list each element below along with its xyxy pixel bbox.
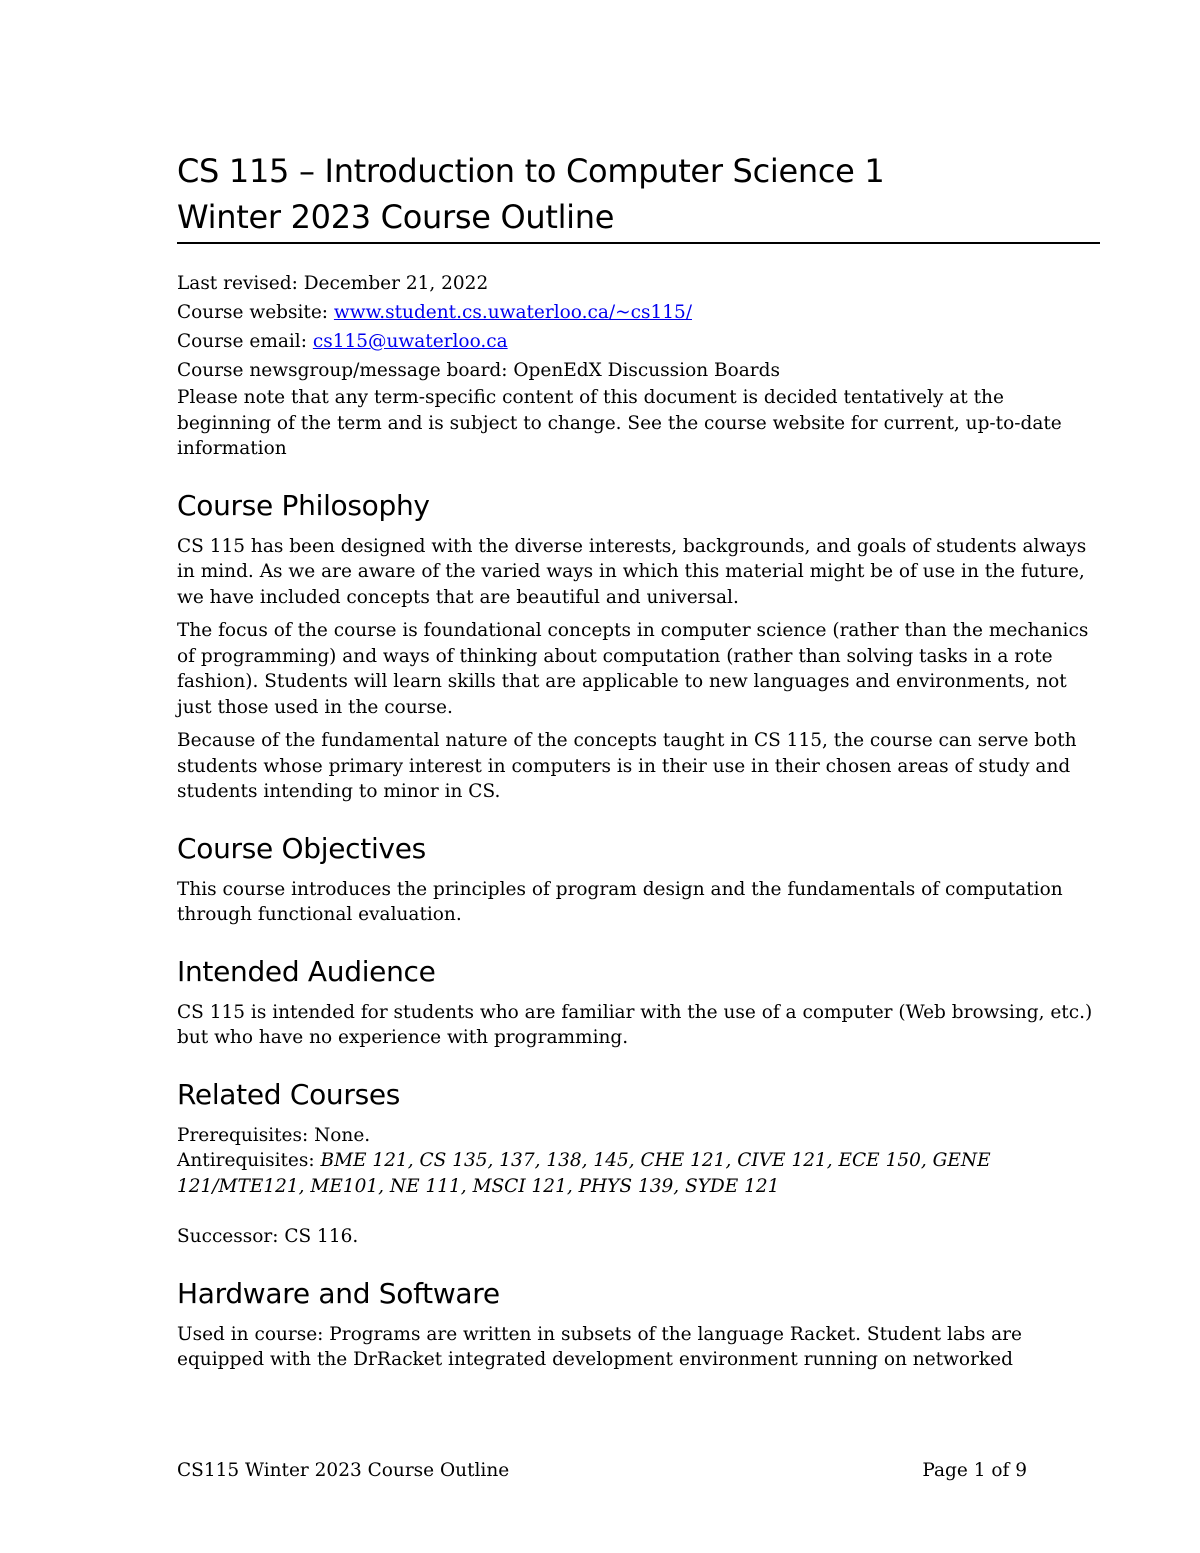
- website-link[interactable]: www.student.cs.uwaterloo.ca/~cs115/: [333, 302, 692, 323]
- course-meta: [177, 269, 1100, 385]
- title-line-2: Winter 2023 Course Outline: [177, 198, 615, 236]
- audience-paragraph: CS 115 is intended for students who are familiar with the use of a computer (Web browsing, etc.) but who have no experience with programming.: [177, 1001, 1093, 1048]
- page-content: [177, 148, 1100, 1381]
- section-heading-audience: Intended Audience: [177, 954, 436, 988]
- newsgroup-label: Course newsgroup/message board:: [177, 360, 514, 381]
- section-heading-related: Related Courses: [177, 1077, 401, 1111]
- email-line: [177, 327, 1100, 356]
- website-label: Course website:: [177, 302, 334, 323]
- last-revised-line: [177, 269, 1100, 298]
- email-link[interactable]: cs115@uwaterloo.ca: [312, 331, 508, 352]
- section-heading-hardware: Hardware and Software: [177, 1276, 500, 1310]
- website-line: [177, 298, 1100, 327]
- antirequisites-line: [177, 1148, 1100, 1199]
- document-title: [177, 148, 1100, 240]
- section-heading-objectives: Course Objectives: [177, 831, 426, 865]
- hardware-paragraph: Used in course: Programs are written in subsets of the language Racket. Student labs are equipped with the DrRacket integrated development environment running on networked: [177, 1323, 1022, 1370]
- title-line-1: CS 115 – Introduction to Computer Science 1: [177, 152, 885, 190]
- tentative-note: Please note that any term-specific content of this document is decided tentatively at the beginning of the term and is subject to change. See the course website for current, up-to-date information: [177, 387, 1062, 459]
- section-heading-philosophy: Course Philosophy: [177, 488, 430, 522]
- footer-document-title: CS115 Winter 2023 Course Outline: [177, 1460, 510, 1481]
- title-rule: [177, 242, 1100, 244]
- objectives-paragraph: This course introduces the principles of program design and the fundamentals of computation through functional evaluation.: [177, 878, 1063, 925]
- newsgroup-value: OpenEdX Discussion Boards: [513, 360, 780, 381]
- antirequisites-list: BME 121, CS 135, 137, 138, 145, CHE 121, CIVE 121, ECE 150, GENE 121/MTE121, ME101, NE 111, MSCI 121, PHYS 139, SYDE 121: [177, 1150, 991, 1197]
- successor-line: Successor: CS 116.: [177, 1226, 359, 1247]
- last-revised-value: December 21, 2022: [303, 273, 489, 294]
- antirequisites-label: Antirequisites:: [177, 1150, 321, 1171]
- philosophy-paragraph-2: The focus of the course is foundational concepts in computer science (rather than the mechanics of programming) and ways of thinking about computation (rather than solving tasks in a rote fashion). Students will learn skills that are applicable to new languages and environments, not just those used in the course.: [177, 620, 1089, 718]
- philosophy-paragraph-1: CS 115 has been designed with the diverse interests, backgrounds, and goals of students always in mind. As we are aware of the varied ways in which this material might be of use in the future, we have included concepts that are beautiful and universal.: [177, 535, 1087, 608]
- newsgroup-line: [177, 356, 1100, 385]
- email-label: Course email:: [177, 331, 313, 352]
- footer-page-number: Page 1 of 9: [922, 1460, 1027, 1481]
- prerequisites-line: Prerequisites: None.: [177, 1124, 371, 1146]
- philosophy-paragraph-3: Because of the fundamental nature of the concepts taught in CS 115, the course can serve both students whose primary interest in computers is in their use in their chosen areas of study and students intending to minor in CS.: [177, 730, 1077, 802]
- last-revised-label: Last revised:: [177, 273, 304, 294]
